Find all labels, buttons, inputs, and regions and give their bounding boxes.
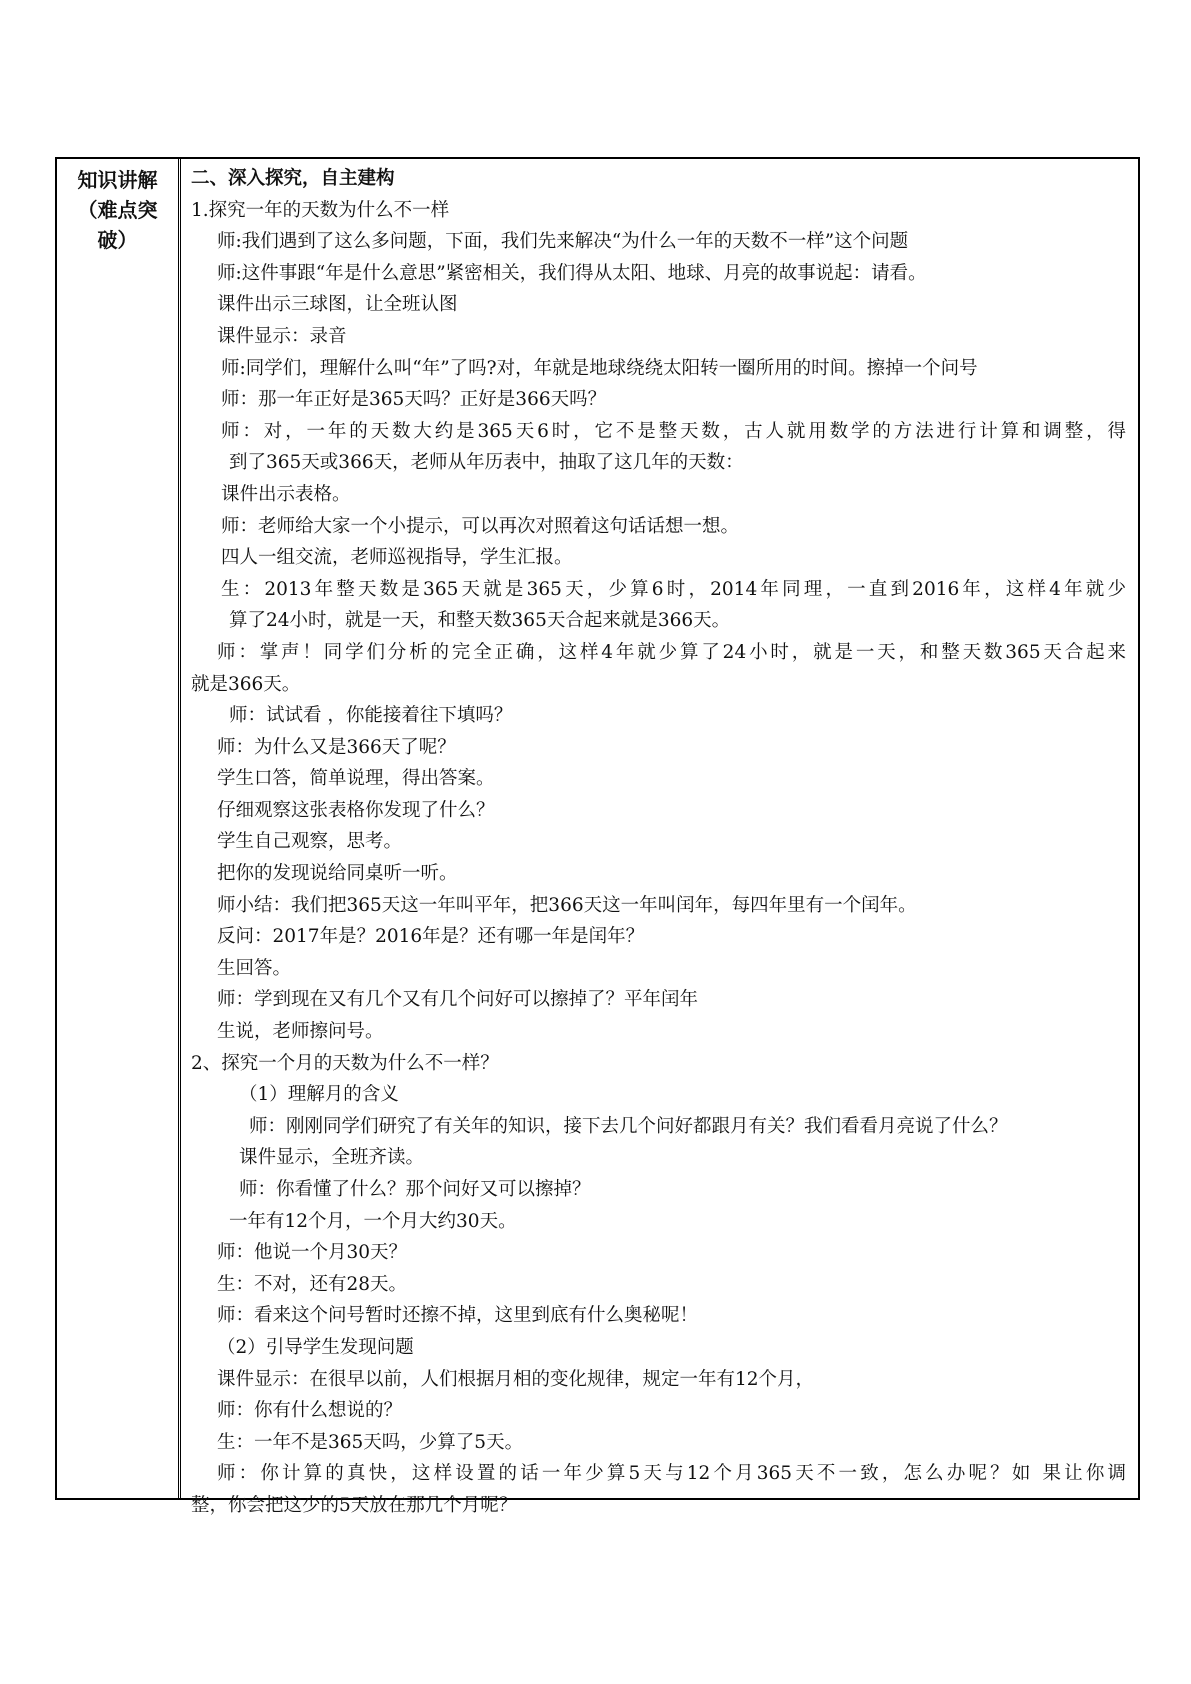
content-line: 2、探究一个月的天数为什么不一样？ [191, 1052, 499, 1074]
content-line: 师小结：我们把365天这一年叫平年，把366天这一年叫闰年，每四年里有一个闰年。 [217, 894, 917, 916]
lesson-content [191, 163, 1126, 1522]
section-heading: 二、深入探究，自主建构 [191, 168, 395, 189]
content-line: 课件出示三球图，让全班认图 [217, 294, 458, 316]
content-line: 到了365天或366天，老师从年历表中，抽取了这几年的天数： [229, 452, 744, 474]
content-line: 师：他说一个月30天？ [217, 1242, 408, 1264]
content-line: 四人一组交流，老师巡视指导，学生汇报。 [221, 547, 573, 569]
content-line: 师:同学们，理解什么叫“年”了吗?对，年就是地球绕绕太阳转一圈所用的时间。擦掉一个问号 [221, 357, 978, 379]
content-line: 生说，老师擦问号。 [217, 1021, 384, 1043]
content-line: （2）引导学生发现问题 [217, 1336, 414, 1358]
content-line: 课件出示表格。 [221, 483, 351, 505]
content-line: 师：试试看 ，你能接着往下填吗？ [229, 705, 513, 727]
content-line: 师：看来这个问号暂时还擦不掉，这里到底有什么奥秘呢！ [217, 1305, 699, 1327]
content-line: 生回答。 [217, 957, 292, 979]
content-line: 师：你计算的真快，这样设置的话一年少算5天与12个月365天不一致，怎么办呢？如 果让你调 [217, 1463, 1126, 1485]
content-line: 师：为什么又是366天了呢？ [217, 736, 456, 758]
content-line: 学生口答，简单说理，得出答案。 [217, 768, 495, 790]
content-line: 课件显示：在很早以前，人们根据月相的变化规律，规定一年有12个月， [217, 1368, 815, 1390]
content-line: 师：老师给大家一个小提示，可以再次对照着这句话话想一想。 [221, 515, 740, 537]
section-label-cell [57, 165, 178, 255]
content-line: 生：一年不是365天吗，少算了5天。 [217, 1431, 524, 1453]
content-line: 生：2013年整天数是365天就是365天，少算6时，2014年同理，一直到2016年，这样4年就少 [221, 578, 1126, 600]
content-line: 师：你看懂了什么？那个问好又可以擦掉？ [239, 1179, 591, 1200]
content-line: 课件显示：录音 [217, 325, 347, 347]
section-label-line: （难点突 [77, 198, 158, 222]
content-line: 1.探究一年的天数为什么不一样 [191, 199, 450, 221]
content-line: 生：不对，还有28天。 [217, 1273, 408, 1295]
content-line: 课件显示，全班齐读。 [239, 1147, 425, 1169]
content-line: 一年有12个月，一个月大约30天。 [229, 1210, 517, 1232]
content-line: 师：刚刚同学们研究了有关年的知识，接下去几个问好都跟月有关？我们看看月亮说了什么？ [249, 1115, 1008, 1137]
content-line: 就是366天。 [191, 673, 301, 695]
content-line: 仔细观察这张表格你发现了什么？ [217, 799, 495, 821]
content-line: 反问：2017年是？2016年是？还有哪一年是闰年？ [217, 926, 645, 948]
content-line: 学生自己观察，思考。 [217, 831, 403, 853]
content-line: 师:这件事跟“年是什么意思”紧密相关，我们得从太阳、地球、月亮的故事说起：请看。 [217, 262, 927, 284]
section-label-line: 知识讲解 [77, 168, 158, 192]
content-line: 师：你有什么想说的？ [217, 1400, 403, 1422]
content-line: 师：对，一年的天数大约是365天6时，它不是整天数，古人就用数学的方法进行计算和调整，得 [221, 420, 1126, 442]
content-line: （1）理解月的含义 [239, 1084, 399, 1106]
content-line: 师：学到现在又有几个又有几个问好可以擦掉了？平年闰年 [217, 989, 699, 1011]
lesson-table [55, 157, 1140, 1516]
content-line: 算了24小时，就是一天，和整天数365天合起来就是366天。 [229, 610, 731, 632]
content-line: 师：掌声！同学们分析的完全正确，这样4年就少算了24小时，就是一天，和整天数365天合起来 [217, 641, 1126, 663]
section-label-line: 破） [97, 228, 138, 252]
column-divider [178, 159, 181, 1498]
content-line: 整，你会把这少的5天放在那几个月呢？ [191, 1494, 518, 1516]
content-line: 师:我们遇到了这么多问题，下面，我们先来解决“为什么一年的天数不一样”这个问题 [217, 231, 909, 253]
content-line: 把你的发现说给同桌听一听。 [217, 863, 458, 885]
content-line: 师：那一年正好是365天吗？正好是366天吗？ [221, 389, 607, 411]
